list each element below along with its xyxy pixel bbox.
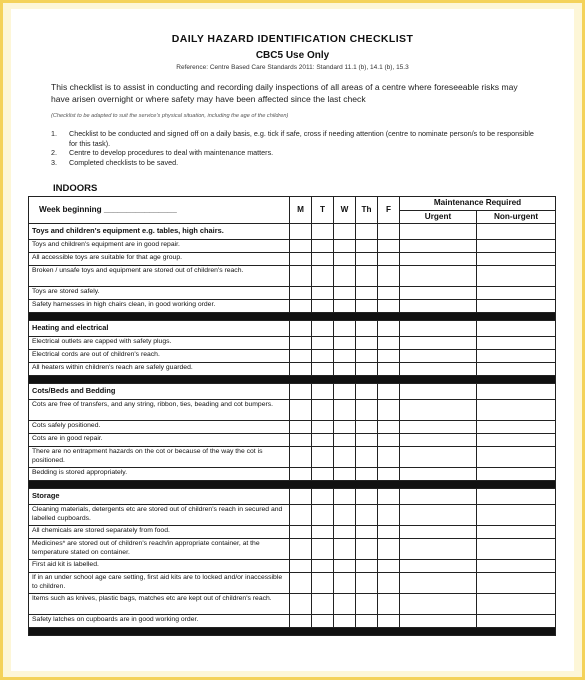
checklist-item: There are no entrapment hazards on the cot or because of the way the cot is positioned. <box>29 447 290 468</box>
check-cell[interactable] <box>356 539 378 560</box>
checklist-row <box>29 468 556 481</box>
check-cell[interactable] <box>334 240 356 253</box>
check-cell[interactable] <box>334 266 356 287</box>
check-cell[interactable] <box>378 266 400 287</box>
check-cell[interactable] <box>334 615 356 628</box>
check-cell[interactable] <box>356 573 378 594</box>
checklist-row <box>29 337 556 350</box>
non-urgent-cell[interactable] <box>477 468 556 481</box>
divider-bar <box>29 481 556 489</box>
check-cell[interactable] <box>334 300 356 313</box>
non-urgent-cell[interactable] <box>477 266 556 287</box>
non-urgent-cell[interactable] <box>477 539 556 560</box>
check-cell[interactable] <box>356 560 378 573</box>
instruction-number: 1. <box>51 129 57 138</box>
check-cell[interactable] <box>356 468 378 481</box>
check-cell[interactable] <box>312 594 334 615</box>
check-cell[interactable] <box>312 447 334 468</box>
check-cell[interactable] <box>356 421 378 434</box>
check-cell[interactable] <box>290 539 312 560</box>
check-cell[interactable] <box>290 224 312 240</box>
checklist-row <box>29 594 556 615</box>
check-cell[interactable] <box>290 287 312 300</box>
check-cell[interactable] <box>290 350 312 363</box>
check-cell[interactable] <box>312 287 334 300</box>
urgent-cell[interactable] <box>400 489 477 505</box>
section-divider <box>29 376 556 384</box>
check-cell[interactable] <box>378 337 400 350</box>
category-label: Heating and electrical <box>29 321 290 337</box>
checklist-item: Cots safely positioned. <box>29 421 290 434</box>
check-cell[interactable] <box>312 337 334 350</box>
urgent-cell[interactable] <box>400 266 477 287</box>
check-cell[interactable] <box>334 468 356 481</box>
check-cell[interactable] <box>312 240 334 253</box>
check-cell[interactable] <box>356 400 378 421</box>
check-cell[interactable] <box>312 526 334 539</box>
check-cell[interactable] <box>312 539 334 560</box>
check-cell[interactable] <box>312 615 334 628</box>
check-cell[interactable] <box>378 400 400 421</box>
check-cell[interactable] <box>312 384 334 400</box>
check-cell[interactable] <box>334 505 356 526</box>
page-frame <box>3 3 582 677</box>
check-cell[interactable] <box>290 253 312 266</box>
check-cell[interactable] <box>356 526 378 539</box>
check-cell[interactable] <box>290 505 312 526</box>
urgent-cell[interactable] <box>400 350 477 363</box>
check-cell[interactable] <box>378 505 400 526</box>
instruction-list <box>51 129 541 167</box>
check-cell[interactable] <box>334 560 356 573</box>
checklist-item: Bedding is stored appropriately. <box>29 468 290 481</box>
check-cell[interactable] <box>334 321 356 337</box>
check-cell[interactable] <box>312 350 334 363</box>
section-divider <box>29 628 556 636</box>
non-urgent-cell[interactable] <box>477 337 556 350</box>
check-cell[interactable] <box>378 573 400 594</box>
check-cell[interactable] <box>378 350 400 363</box>
checklist-item: Items such as knives, plastic bags, matches etc are kept out of children's reach. <box>29 594 290 615</box>
intro-paragraph: This checklist is to assist in conducting and recording daily inspections of all areas of a centre where foreseeable risks may have arisen overnight or where safety may have been affected since the last check <box>51 82 518 104</box>
checklist-item: Cleaning materials, detergents etc are stored out of children's reach in secured and labelled cupboards. <box>29 505 290 526</box>
instruction-text: Completed checklists to be saved. <box>69 157 179 167</box>
check-cell[interactable] <box>312 421 334 434</box>
check-cell[interactable] <box>334 400 356 421</box>
non-urgent-cell[interactable] <box>477 560 556 573</box>
check-cell[interactable] <box>334 573 356 594</box>
urgent-cell[interactable] <box>400 560 477 573</box>
check-cell[interactable] <box>334 434 356 447</box>
checklist-item: If in an under school age care setting, first aid kits are to locked and/or inaccessible to children. <box>29 573 290 594</box>
check-cell[interactable] <box>356 287 378 300</box>
day-header: M <box>290 197 312 224</box>
non-urgent-cell[interactable] <box>477 287 556 300</box>
non-urgent-cell[interactable] <box>477 253 556 266</box>
check-cell[interactable] <box>290 421 312 434</box>
checklist-row <box>29 539 556 560</box>
check-cell[interactable] <box>312 573 334 594</box>
day-header: T <box>312 197 334 224</box>
instruction-item <box>51 129 541 148</box>
check-cell[interactable] <box>334 421 356 434</box>
check-cell[interactable] <box>378 447 400 468</box>
day-header: F <box>378 197 400 224</box>
check-cell[interactable] <box>356 337 378 350</box>
urgent-cell[interactable] <box>400 253 477 266</box>
check-cell[interactable] <box>312 266 334 287</box>
check-cell[interactable] <box>356 434 378 447</box>
check-cell[interactable] <box>378 594 400 615</box>
urgent-cell[interactable] <box>400 240 477 253</box>
urgent-cell[interactable] <box>400 434 477 447</box>
adaptation-note: (Checklist to be adapted to suit the service's physical situation, including the age of the children) <box>51 113 289 119</box>
urgent-cell[interactable] <box>400 224 477 240</box>
check-cell[interactable] <box>334 350 356 363</box>
non-urgent-cell[interactable] <box>477 434 556 447</box>
check-cell[interactable] <box>290 468 312 481</box>
check-cell[interactable] <box>312 400 334 421</box>
week-beginning-label: Week beginning ________________ <box>29 197 290 224</box>
urgent-cell[interactable] <box>400 526 477 539</box>
check-cell[interactable] <box>312 224 334 240</box>
urgent-cell[interactable] <box>400 287 477 300</box>
checklist-row <box>29 434 556 447</box>
day-header: W <box>334 197 356 224</box>
check-cell[interactable] <box>378 489 400 505</box>
divider-bar <box>29 313 556 321</box>
non-urgent-header: Non-urgent <box>477 211 556 224</box>
checklist-table <box>28 196 556 636</box>
check-cell[interactable] <box>334 594 356 615</box>
check-cell[interactable] <box>356 363 378 376</box>
check-cell[interactable] <box>356 350 378 363</box>
check-cell[interactable] <box>290 266 312 287</box>
non-urgent-cell[interactable] <box>477 400 556 421</box>
non-urgent-cell[interactable] <box>477 615 556 628</box>
urgent-cell[interactable] <box>400 505 477 526</box>
check-cell[interactable] <box>312 468 334 481</box>
non-urgent-cell[interactable] <box>477 594 556 615</box>
non-urgent-cell[interactable] <box>477 363 556 376</box>
checklist-row <box>29 447 556 468</box>
non-urgent-cell[interactable] <box>477 384 556 400</box>
urgent-cell[interactable] <box>400 421 477 434</box>
category-row <box>29 384 556 400</box>
instruction-number: 2. <box>51 148 57 157</box>
urgent-cell[interactable] <box>400 447 477 468</box>
checklist-item: Safety latches on cupboards are in good working order. <box>29 615 290 628</box>
urgent-cell[interactable] <box>400 573 477 594</box>
section-divider <box>29 313 556 321</box>
non-urgent-cell[interactable] <box>477 224 556 240</box>
checklist-item: All accessible toys are suitable for that age group. <box>29 253 290 266</box>
checklist-row <box>29 253 556 266</box>
check-cell[interactable] <box>290 300 312 313</box>
non-urgent-cell[interactable] <box>477 505 556 526</box>
urgent-cell[interactable] <box>400 321 477 337</box>
urgent-header: Urgent <box>400 211 477 224</box>
document-page <box>11 9 574 671</box>
check-cell[interactable] <box>378 287 400 300</box>
section-divider <box>29 481 556 489</box>
check-cell[interactable] <box>378 468 400 481</box>
check-cell[interactable] <box>312 560 334 573</box>
urgent-cell[interactable] <box>400 363 477 376</box>
check-cell[interactable] <box>378 384 400 400</box>
non-urgent-cell[interactable] <box>477 526 556 539</box>
non-urgent-cell[interactable] <box>477 350 556 363</box>
checklist-row <box>29 573 556 594</box>
check-cell[interactable] <box>334 363 356 376</box>
check-cell[interactable] <box>312 300 334 313</box>
check-cell[interactable] <box>378 321 400 337</box>
check-cell[interactable] <box>378 526 400 539</box>
check-cell[interactable] <box>378 421 400 434</box>
urgent-cell[interactable] <box>400 337 477 350</box>
instruction-number: 3. <box>51 157 57 167</box>
check-cell[interactable] <box>312 363 334 376</box>
checklist-item: Safety harnesses in high chairs clean, in good working order. <box>29 300 290 313</box>
instruction-item <box>51 148 541 158</box>
non-urgent-cell[interactable] <box>477 489 556 505</box>
urgent-cell[interactable] <box>400 384 477 400</box>
checklist-row <box>29 400 556 421</box>
urgent-cell[interactable] <box>400 539 477 560</box>
check-cell[interactable] <box>290 447 312 468</box>
instruction-text: Checklist to be conducted and signed off on a daily basis, e.g. tick if safe, cross if needing attention (centre to nominate person/s to be responsible for this task). <box>69 129 534 148</box>
check-cell[interactable] <box>290 337 312 350</box>
check-cell[interactable] <box>356 266 378 287</box>
table-header-row <box>29 197 556 211</box>
maintenance-header: Maintenance Required <box>400 197 556 211</box>
checklist-item: Electrical outlets are capped with safety plugs. <box>29 337 290 350</box>
check-cell[interactable] <box>378 560 400 573</box>
check-cell[interactable] <box>290 573 312 594</box>
checklist-item: All chemicals are stored separately from food. <box>29 526 290 539</box>
check-cell[interactable] <box>356 253 378 266</box>
check-cell[interactable] <box>378 363 400 376</box>
check-cell[interactable] <box>378 224 400 240</box>
check-cell[interactable] <box>290 560 312 573</box>
urgent-cell[interactable] <box>400 468 477 481</box>
check-cell[interactable] <box>334 337 356 350</box>
instruction-item <box>51 158 541 168</box>
check-cell[interactable] <box>334 539 356 560</box>
non-urgent-cell[interactable] <box>477 421 556 434</box>
check-cell[interactable] <box>356 224 378 240</box>
checklist-row <box>29 421 556 434</box>
check-cell[interactable] <box>290 594 312 615</box>
check-cell[interactable] <box>356 505 378 526</box>
checklist-item: Cots are free of transfers, and any string, ribbon, ties, beading and cot bumpers. <box>29 400 290 421</box>
check-cell[interactable] <box>290 363 312 376</box>
standards-reference: Reference: Centre Based Care Standards 2011: Standard 11.1 (b), 14.1 (b), 15.3 <box>176 64 409 71</box>
category-label: Toys and children's equipment e.g. tables, high chairs. <box>29 224 290 240</box>
urgent-cell[interactable] <box>400 615 477 628</box>
check-cell[interactable] <box>334 224 356 240</box>
checklist-row <box>29 300 556 313</box>
non-urgent-cell[interactable] <box>477 573 556 594</box>
checklist-item: Toys and children's equipment are in good repair. <box>29 240 290 253</box>
non-urgent-cell[interactable] <box>477 321 556 337</box>
check-cell[interactable] <box>356 384 378 400</box>
check-cell[interactable] <box>356 594 378 615</box>
check-cell[interactable] <box>290 384 312 400</box>
checklist-row <box>29 350 556 363</box>
category-row <box>29 489 556 505</box>
check-cell[interactable] <box>356 615 378 628</box>
checklist-row <box>29 560 556 573</box>
checklist-row <box>29 287 556 300</box>
checklist-item: Broken / unsafe toys and equipment are stored out of children's reach. <box>29 266 290 287</box>
checklist-item: All heaters within children's reach are safely guarded. <box>29 363 290 376</box>
check-cell[interactable] <box>356 300 378 313</box>
document-subtitle: CBC5 Use Only <box>255 50 330 61</box>
category-row <box>29 224 556 240</box>
instruction-text: Centre to develop procedures to deal with maintenance matters. <box>69 148 274 157</box>
check-cell[interactable] <box>312 505 334 526</box>
day-header: Th <box>356 197 378 224</box>
check-cell[interactable] <box>334 384 356 400</box>
check-cell[interactable] <box>378 253 400 266</box>
check-cell[interactable] <box>378 434 400 447</box>
non-urgent-cell[interactable] <box>477 300 556 313</box>
urgent-cell[interactable] <box>400 300 477 313</box>
check-cell[interactable] <box>334 287 356 300</box>
check-cell[interactable] <box>378 300 400 313</box>
checklist-row <box>29 266 556 287</box>
check-cell[interactable] <box>312 321 334 337</box>
section-heading: INDOORS <box>53 183 98 194</box>
check-cell[interactable] <box>334 447 356 468</box>
divider-bar <box>29 376 556 384</box>
check-cell[interactable] <box>290 489 312 505</box>
check-cell[interactable] <box>356 489 378 505</box>
urgent-cell[interactable] <box>400 594 477 615</box>
check-cell[interactable] <box>356 321 378 337</box>
category-row <box>29 321 556 337</box>
check-cell[interactable] <box>356 447 378 468</box>
check-cell[interactable] <box>312 434 334 447</box>
check-cell[interactable] <box>290 615 312 628</box>
check-cell[interactable] <box>312 253 334 266</box>
check-cell[interactable] <box>334 253 356 266</box>
check-cell[interactable] <box>334 526 356 539</box>
document-title: DAILY HAZARD IDENTIFICATION CHECKLIST <box>171 33 414 45</box>
check-cell[interactable] <box>334 489 356 505</box>
check-cell[interactable] <box>290 240 312 253</box>
check-cell[interactable] <box>378 240 400 253</box>
check-cell[interactable] <box>378 539 400 560</box>
divider-bar <box>29 628 556 636</box>
check-cell[interactable] <box>290 400 312 421</box>
category-label: Cots/Beds and Bedding <box>29 384 290 400</box>
check-cell[interactable] <box>290 321 312 337</box>
checklist-item: Medicines* are stored out of children's reach/in appropriate container, at the temperature stated on container. <box>29 539 290 560</box>
check-cell[interactable] <box>312 489 334 505</box>
checklist-row <box>29 363 556 376</box>
checklist-item: First aid kit is labelled. <box>29 560 290 573</box>
checklist-body <box>29 224 556 636</box>
non-urgent-cell[interactable] <box>477 447 556 468</box>
urgent-cell[interactable] <box>400 400 477 421</box>
checklist-row <box>29 505 556 526</box>
check-cell[interactable] <box>356 240 378 253</box>
non-urgent-cell[interactable] <box>477 240 556 253</box>
checklist-row <box>29 526 556 539</box>
check-cell[interactable] <box>378 615 400 628</box>
checklist-item: Cots are in good repair. <box>29 434 290 447</box>
checklist-item: Toys are stored safely. <box>29 287 290 300</box>
check-cell[interactable] <box>290 434 312 447</box>
checklist-row <box>29 615 556 628</box>
check-cell[interactable] <box>290 526 312 539</box>
checklist-item: Electrical cords are out of children's reach. <box>29 350 290 363</box>
checklist-row <box>29 240 556 253</box>
category-label: Storage <box>29 489 290 505</box>
